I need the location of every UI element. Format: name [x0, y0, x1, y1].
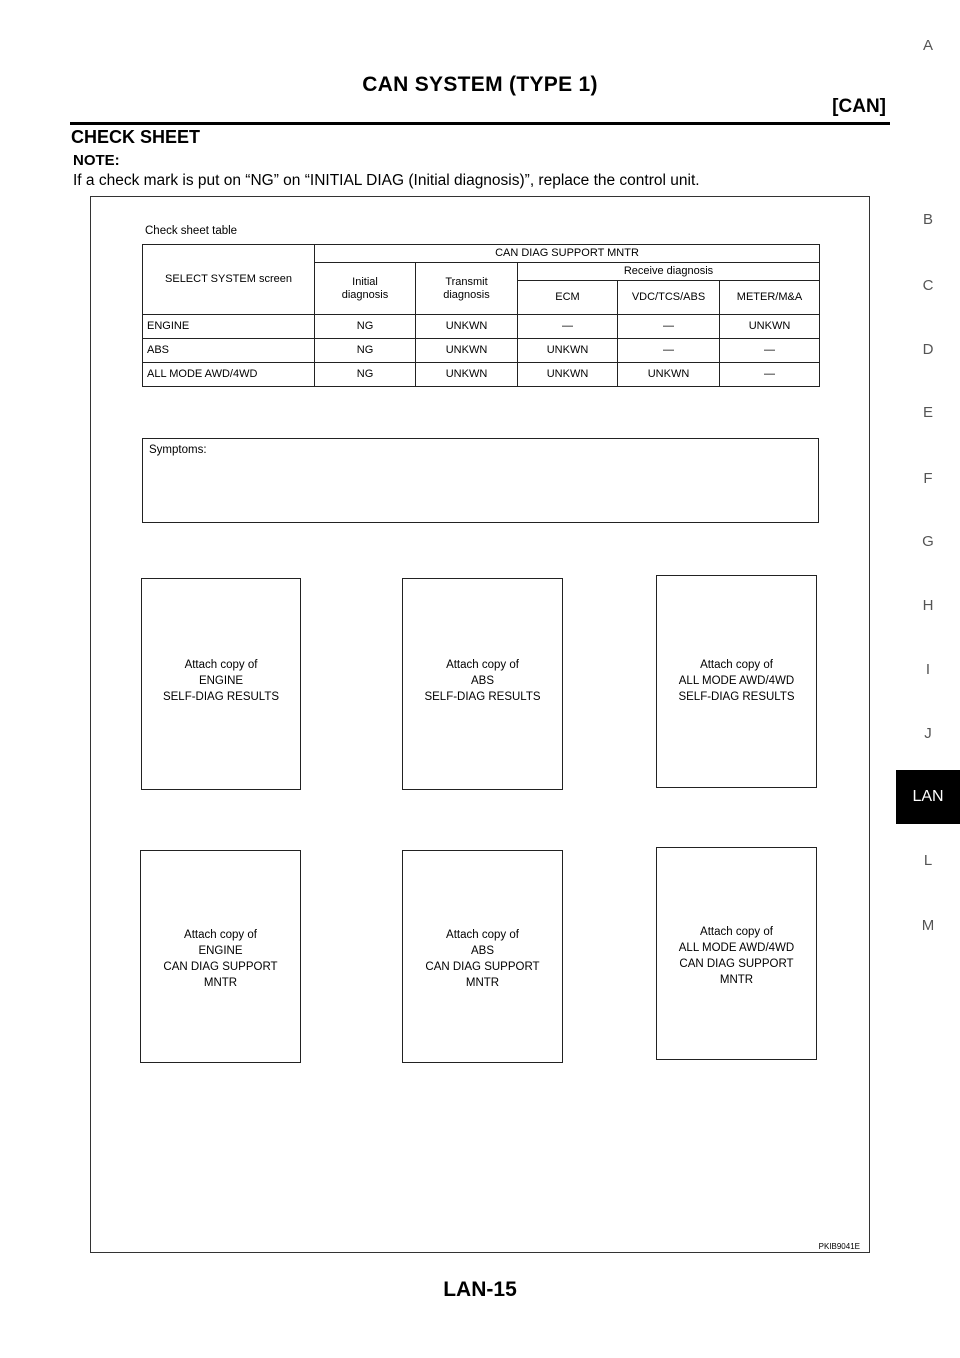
section-heading: CHECK SHEET — [71, 127, 201, 147]
table-cell: — — [518, 315, 618, 339]
attach-box-label: Attach copy of ALL MODE AWD/4WD SELF-DIAG RESULTS — [678, 659, 795, 703]
table-cell: UNKWN — [416, 315, 518, 339]
header-ecm: ECM — [518, 281, 618, 315]
table-cell: — — [720, 339, 820, 363]
side-index-e[interactable]: E — [922, 404, 933, 421]
table-row — [143, 339, 820, 363]
header-vdc-tcs-abs: VDC/TCS/ABS — [618, 281, 720, 315]
table-cell: — — [618, 315, 720, 339]
side-index-j[interactable]: J — [924, 725, 932, 742]
attach-box-abs-self-diag — [402, 578, 563, 790]
table-cell: UNKWN — [518, 363, 618, 387]
header-receive-diagnosis: Receive diagnosis — [518, 263, 820, 281]
note-label: NOTE: — [73, 152, 120, 169]
side-index-c[interactable]: C — [922, 277, 934, 294]
side-index-lan[interactable]: LAN — [896, 770, 960, 824]
side-index-i[interactable]: I — [925, 661, 931, 678]
header-can-diag-support: CAN DIAG SUPPORT MNTR — [315, 245, 820, 263]
attach-box-label: Attach copy of ENGINE CAN DIAG SUPPORT MNTR — [163, 929, 278, 989]
table-cell: NG — [315, 363, 416, 387]
note-text: If a check mark is put on “NG” on “INITIAL DIAG (Initial diagnosis)”, replace the control unit. — [73, 172, 700, 189]
attach-box-awd-can-diag — [656, 847, 817, 1060]
header-select-system: SELECT SYSTEM screen — [143, 245, 315, 315]
header-meter-ma: METER/M&A — [720, 281, 820, 315]
table-cell: UNKWN — [518, 339, 618, 363]
figure-code: PKIB9041E — [818, 1242, 860, 1251]
side-index-a[interactable]: A — [922, 37, 933, 54]
attach-box-engine-can-diag — [140, 850, 301, 1063]
table-cell: UNKWN — [416, 339, 518, 363]
header-rule — [70, 122, 890, 125]
table-cell: ENGINE — [143, 315, 315, 339]
page-title: CAN SYSTEM (TYPE 1) — [362, 73, 598, 96]
attach-box-label: Attach copy of ALL MODE AWD/4WD CAN DIAG SUPPORT MNTR — [678, 926, 795, 986]
attach-box-label: Attach copy of ABS CAN DIAG SUPPORT MNTR — [425, 929, 540, 989]
side-index-l[interactable]: L — [923, 852, 933, 869]
symptoms-label: Symptoms: — [149, 444, 207, 456]
attach-box-awd-self-diag — [656, 575, 817, 788]
side-index-d[interactable]: D — [922, 341, 934, 358]
symptoms-box — [142, 438, 819, 523]
header-transmit-diagnosis: Transmit diagnosis — [416, 263, 518, 315]
section-tag: [CAN] — [832, 96, 886, 117]
side-index — [896, 0, 960, 1358]
side-index-g[interactable]: G — [922, 533, 934, 550]
table-cell: NG — [315, 315, 416, 339]
table-cell: — — [618, 339, 720, 363]
check-sheet-table — [142, 244, 820, 387]
table-cell: NG — [315, 339, 416, 363]
table-row — [143, 315, 820, 339]
side-index-m[interactable]: M — [921, 917, 935, 934]
table-row — [143, 363, 820, 387]
attach-box-label: Attach copy of ENGINE SELF-DIAG RESULTS — [162, 659, 280, 703]
table-cell: — — [720, 363, 820, 387]
table-caption: Check sheet table — [145, 225, 238, 237]
attach-box-abs-can-diag — [402, 850, 563, 1063]
side-index-b[interactable]: B — [922, 211, 933, 228]
side-index-f[interactable]: F — [923, 470, 933, 487]
attach-box-label: Attach copy of ABS SELF-DIAG RESULTS — [424, 659, 541, 703]
header-initial-diagnosis: Initial diagnosis — [315, 263, 416, 315]
table-cell: UNKWN — [618, 363, 720, 387]
table-cell: ALL MODE AWD/4WD — [143, 363, 315, 387]
side-index-h[interactable]: H — [922, 597, 934, 614]
table-cell: ABS — [143, 339, 315, 363]
attach-box-engine-self-diag — [141, 578, 301, 790]
page-number: LAN-15 — [443, 1278, 517, 1301]
table-cell: UNKWN — [720, 315, 820, 339]
table-cell: UNKWN — [416, 363, 518, 387]
